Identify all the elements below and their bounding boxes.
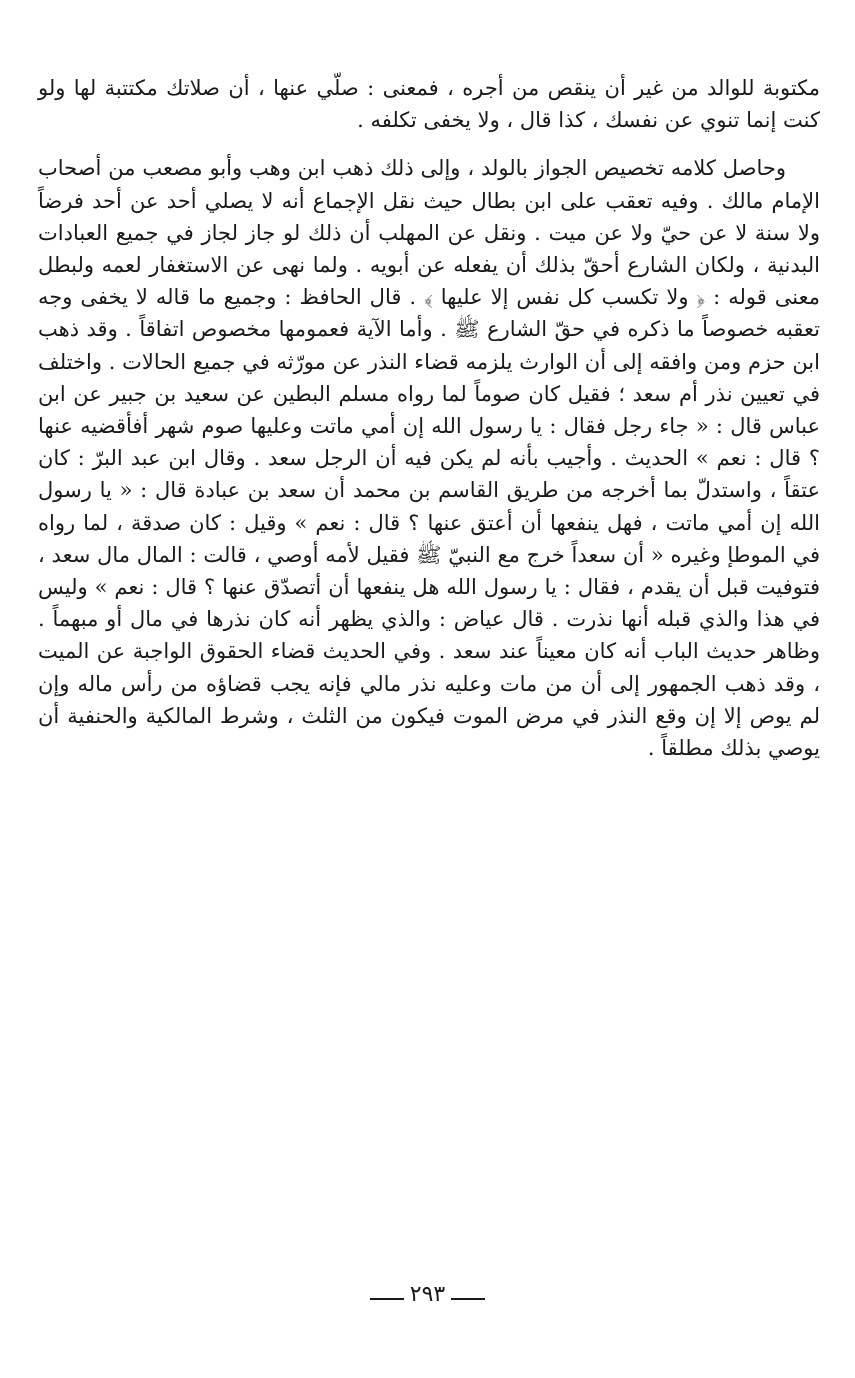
- paragraph-2: وحاصل كلامه تخصيص الجواز بالولد ، وإلى ذلك ذهب ابن وهب وأبو مصعب من أصحاب الإمام مالك . وفيه تعقب على ابن بطال حيث نقل الإجماع أنه لا يصلي أحد عن أحد فرضاً ولا سنة لا عن حيّ ولا عن ميت . ونقل عن المهلب أن ذلك لو جاز لجاز في جميع العبادات البدنية ، ولكان الشارع أحقّ بذلك أن يفعله عن أبويه . ولما نهى عن الاستغفار لعمه ولبطل معنى قوله : ﴿ ولا تكسب كل نفس إلا عليها ﴾ . قال الحافظ : وجميع ما قاله لا يخفى وجه تعقبه خصوصاً ما ذكره في حقّ الشارع ﷺ . وأما الآية فعمومها مخصوص اتفاقاً . وقد ذهب ابن حزم ومن وافقه إلى أن الوارث يلزمه قضاء النذر عن مورّثه في جميع الحالات . واختلف في تعيين نذر أم سعد ؛ فقيل كان صوماً لما رواه مسلم البطين عن سعيد بن جبير عن ابن عباس قال : « جاء رجل فقال : يا رسول الله إن أمي ماتت وعليها صوم شهر أفأقضيه عنها ؟ قال : نعم » الحديث . وأجيب بأنه لم يكن فيه أن الرجل سعد . وقال ابن عبد البرّ : كان عتقاً ، واستدلّ بما أخرجه من طريق القاسم بن محمد أن سعد بن عبادة قال : « يا رسول الله إن أمي ماتت ، فهل ينفعها أن أعتق عنها ؟ قال : نعم » وقيل : كان صدقة ، لما رواه في الموطإ وغيره « أن سعداً خرج مع النبيّ ﷺ فقيل لأمه أوصي ، قالت : المال مال سعد ، فتوفيت قبل أن يقدم ، فقال : يا رسول الله هل ينفعها أن أتصدّق عنها ؟ قال : نعم » وليس في هذا والذي قبله أنها نذرت . قال عياض : والذي يظهر أنه كان نذرها في مال أو مبهماً . وظاهر حديث الباب أنه كان معيناً عند سعد . وفي الحديث قضاء الحقوق الواجبة عن الميت ، وقد ذهب الجمهور إلى أن من مات وعليه نذر مالي فإنه يجب قضاؤه من رأس ماله وإن لم يوص إلا إن وقع النذر في مرض الموت فيكون من الثلث ، وشرط المالكية والحنفية أن يوصي بذلك مطلقاً .: [38, 156, 820, 761]
- page-number: [0, 1282, 855, 1307]
- page-body: [38, 72, 820, 764]
- page-number-dash-right: [451, 1298, 485, 1300]
- page-number-dash-left: [370, 1298, 404, 1300]
- paragraph-1: مكتوبة للوالد من غير أن ينقص من أجره ، فمعنى : صلّي عنها ، أن صلاتك مكتتبة لها ولو كنت إنما تنوي عن نفسك ، كذا قال ، ولا يخفى تكلفه .: [38, 76, 820, 133]
- page-number-value: ٢٩٣: [409, 1282, 446, 1307]
